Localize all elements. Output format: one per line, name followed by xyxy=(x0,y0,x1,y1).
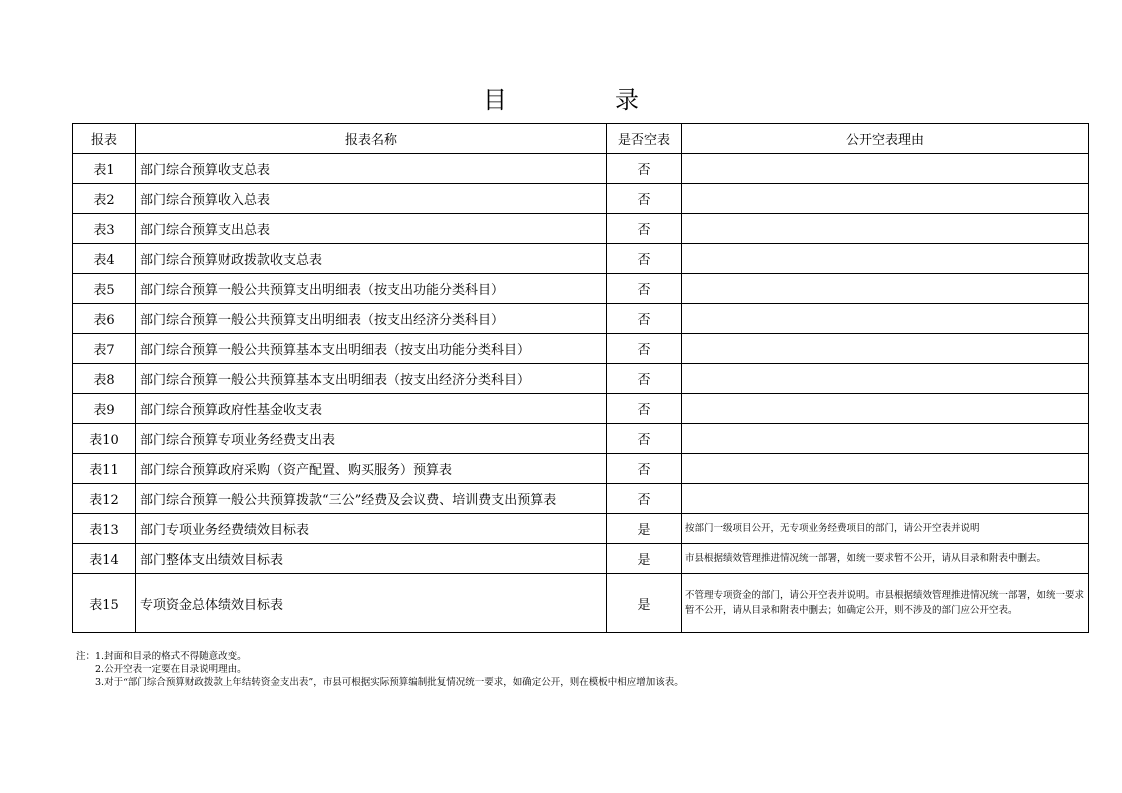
table-row xyxy=(73,184,1089,214)
header-row xyxy=(73,124,1089,154)
is-empty-cell: 否 xyxy=(607,304,682,334)
table-row xyxy=(73,334,1089,364)
report-name-cell: 部门整体支出绩效目标表 xyxy=(136,544,607,574)
empty-reason-cell xyxy=(682,364,1089,394)
report-name-cell: 部门综合预算政府采购（资产配置、购买服务）预算表 xyxy=(136,454,607,484)
table-row xyxy=(73,484,1089,514)
report-number-cell: 表7 xyxy=(73,334,136,364)
note-line: 2.公开空表一定要在目录说明理由。 xyxy=(95,664,247,675)
empty-reason-cell xyxy=(682,334,1089,364)
report-number-cell: 表3 xyxy=(73,214,136,244)
is-empty-cell: 否 xyxy=(607,484,682,514)
notes xyxy=(76,650,684,689)
is-empty-cell: 否 xyxy=(607,334,682,364)
empty-reason-cell: 市县根据绩效管理推进情况统一部署，如统一要求暂不公开，请从目录和附表中删去。 xyxy=(682,544,1089,574)
report-number-cell: 表9 xyxy=(73,394,136,424)
is-empty-cell: 否 xyxy=(607,184,682,214)
report-name-cell: 部门综合预算收支总表 xyxy=(136,154,607,184)
table-row xyxy=(73,574,1089,633)
report-number-cell: 表10 xyxy=(73,424,136,454)
report-number-cell: 表12 xyxy=(73,484,136,514)
table-row xyxy=(73,514,1089,544)
is-empty-cell: 是 xyxy=(607,574,682,633)
report-name-cell: 部门综合预算财政拨款收支总表 xyxy=(136,244,607,274)
report-number-cell: 表14 xyxy=(73,544,136,574)
is-empty-cell: 否 xyxy=(607,424,682,454)
empty-reason-cell xyxy=(682,484,1089,514)
page-title: 目 录 xyxy=(483,86,681,114)
empty-reason-cell xyxy=(682,304,1089,334)
report-name-cell: 部门综合预算一般公共预算拨款“三公”经费及会议费、培训费支出预算表 xyxy=(136,484,607,514)
report-number-cell: 表2 xyxy=(73,184,136,214)
report-name-cell: 部门综合预算收入总表 xyxy=(136,184,607,214)
is-empty-cell: 否 xyxy=(607,274,682,304)
header-report-name: 报表名称 xyxy=(136,124,607,154)
report-name-cell: 部门专项业务经费绩效目标表 xyxy=(136,514,607,544)
is-empty-cell: 否 xyxy=(607,454,682,484)
empty-reason-cell xyxy=(682,154,1089,184)
report-name-cell: 部门综合预算一般公共预算基本支出明细表（按支出经济分类科目） xyxy=(136,364,607,394)
catalog-body xyxy=(73,154,1089,633)
table-row xyxy=(73,274,1089,304)
report-name-cell: 部门综合预算支出总表 xyxy=(136,214,607,244)
report-name-cell: 部门综合预算政府性基金收支表 xyxy=(136,394,607,424)
report-name-cell: 部门综合预算一般公共预算支出明细表（按支出经济分类科目） xyxy=(136,304,607,334)
empty-reason-cell xyxy=(682,454,1089,484)
table-row xyxy=(73,154,1089,184)
report-name-cell: 部门综合预算一般公共预算支出明细表（按支出功能分类科目） xyxy=(136,274,607,304)
report-name-cell: 专项资金总体绩效目标表 xyxy=(136,574,607,633)
is-empty-cell: 是 xyxy=(607,544,682,574)
table-row xyxy=(73,544,1089,574)
table-row xyxy=(73,394,1089,424)
note-line: 3.对于“部门综合预算财政拨款上年结转资金支出表”，市县可根据实际预算编制批复情况统一要求，如确定公开，则在模板中相应增加该表。 xyxy=(95,677,684,688)
empty-reason-cell: 按部门一级项目公开，无专项业务经费项目的部门，请公开空表并说明 xyxy=(682,514,1089,544)
table-row xyxy=(73,244,1089,274)
empty-reason-cell xyxy=(682,184,1089,214)
report-number-cell: 表5 xyxy=(73,274,136,304)
report-number-cell: 表6 xyxy=(73,304,136,334)
table-row xyxy=(73,454,1089,484)
empty-reason-cell xyxy=(682,214,1089,244)
is-empty-cell: 否 xyxy=(607,214,682,244)
header-is-empty: 是否空表 xyxy=(607,124,682,154)
empty-reason-cell xyxy=(682,424,1089,454)
empty-reason-cell: 不管理专项资金的部门，请公开空表并说明。市县根据绩效管理推进情况统一部署，如统一要求暂不公开，请从目录和附表中删去；如确定公开，则不涉及的部门应公开空表。 xyxy=(682,574,1089,633)
report-number-cell: 表8 xyxy=(73,364,136,394)
table-row xyxy=(73,424,1089,454)
table-row xyxy=(73,364,1089,394)
report-number-cell: 表15 xyxy=(73,574,136,633)
empty-reason-cell xyxy=(682,274,1089,304)
table-row xyxy=(73,214,1089,244)
report-name-cell: 部门综合预算专项业务经费支出表 xyxy=(136,424,607,454)
report-number-cell: 表13 xyxy=(73,514,136,544)
report-number-cell: 表11 xyxy=(73,454,136,484)
is-empty-cell: 否 xyxy=(607,244,682,274)
is-empty-cell: 是 xyxy=(607,514,682,544)
is-empty-cell: 否 xyxy=(607,154,682,184)
report-number-cell: 表4 xyxy=(73,244,136,274)
header-empty-reason: 公开空表理由 xyxy=(682,124,1089,154)
report-name-cell: 部门综合预算一般公共预算基本支出明细表（按支出功能分类科目） xyxy=(136,334,607,364)
is-empty-cell: 否 xyxy=(607,364,682,394)
empty-reason-cell xyxy=(682,244,1089,274)
is-empty-cell: 否 xyxy=(607,394,682,424)
catalog-table xyxy=(72,123,1089,633)
report-number-cell: 表1 xyxy=(73,154,136,184)
note-line: 注：1.封面和目录的格式不得随意改变。 xyxy=(76,651,247,662)
table-row xyxy=(73,304,1089,334)
empty-reason-cell xyxy=(682,394,1089,424)
header-report-number: 报表 xyxy=(73,124,136,154)
